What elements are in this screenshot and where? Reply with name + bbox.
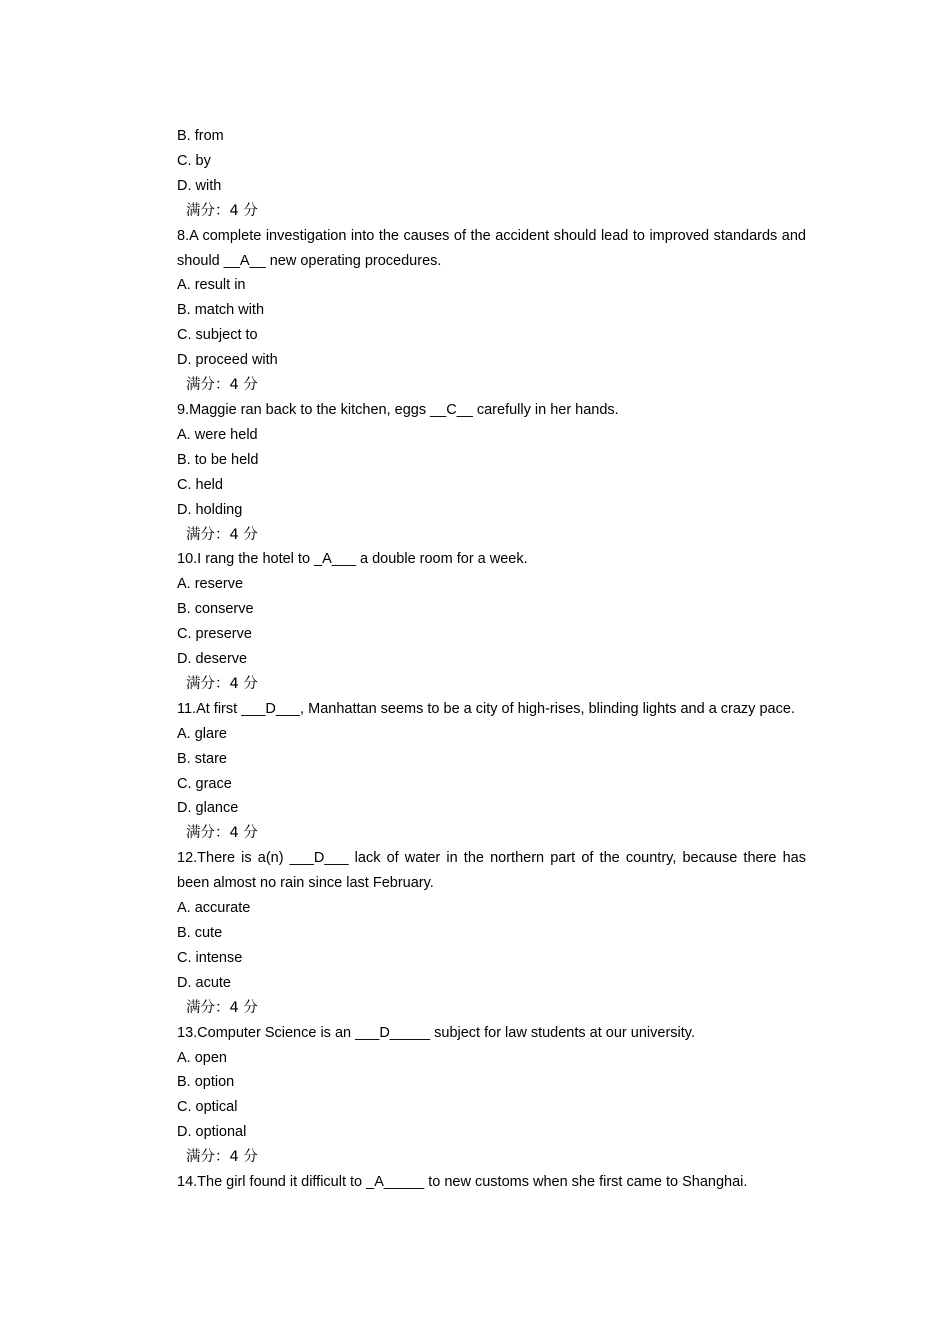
document-page <box>177 124 806 1195</box>
answer-option: C. by <box>177 152 211 169</box>
answer-option: D. deserve <box>177 651 248 668</box>
answer-option: B. from <box>177 128 224 144</box>
answer-option: D. proceed with <box>177 352 278 369</box>
answer-option: D. with <box>177 177 222 194</box>
answer-option: B. conserve <box>177 601 254 618</box>
answer-option: A. result in <box>177 277 246 294</box>
answer-option: C. intense <box>177 949 243 966</box>
answer-option: A. glare <box>177 725 227 742</box>
answer-option: A. open <box>177 1049 227 1066</box>
answer-option: B. cute <box>177 925 223 941</box>
question-14: 14.The girl found it difficult to _A_____ to new customs when she first came to Shanghai. <box>177 1174 748 1191</box>
answer-option: D. optional <box>177 1124 247 1141</box>
answer-option: A. reserve <box>177 576 244 593</box>
answer-option: B. option <box>177 1074 235 1091</box>
score-label: 满分：4 分 <box>186 526 258 543</box>
answer-option: C. subject to <box>177 327 258 344</box>
score-label: 满分：4 分 <box>186 377 258 394</box>
score-label: 满分：4 分 <box>186 202 258 219</box>
answer-option: C. held <box>177 476 223 493</box>
score-label: 满分：4 分 <box>186 999 258 1016</box>
question-12: 12.There is a(n) ___D___ lack of water in the northern part of the country, because there has been almost no rain since last February. <box>177 850 806 892</box>
answer-option: C. preserve <box>177 626 252 643</box>
score-label: 满分：4 分 <box>186 825 258 842</box>
answer-option: B. to be held <box>177 451 259 468</box>
score-label: 满分：4 分 <box>186 675 258 692</box>
question-10: 10.I rang the hotel to _A___ a double room for a week. <box>177 551 528 568</box>
answer-option: A. were held <box>177 426 258 443</box>
answer-option: B. match with <box>177 302 265 319</box>
answer-option: C. grace <box>177 775 232 792</box>
answer-option: D. holding <box>177 501 243 518</box>
question-11: 11.At first ___D___, Manhattan seems to be a city of high-rises, blinding lights and a crazy pace. <box>177 700 795 717</box>
answer-option: D. glance <box>177 800 239 817</box>
answer-option: D. acute <box>177 974 231 991</box>
answer-option: B. stare <box>177 750 227 767</box>
answer-option: A. accurate <box>177 900 251 917</box>
question-8: 8.A complete investigation into the causes of the accident should lead to improved standards and should __A__ new operating procedures. <box>177 227 806 269</box>
question-9: 9.Maggie ran back to the kitchen, eggs __C__ carefully in her hands. <box>177 401 619 418</box>
question-13: 13.Computer Science is an ___D_____ subject for law students at our university. <box>177 1024 695 1041</box>
score-label: 满分：4 分 <box>186 1149 258 1166</box>
answer-option: C. optical <box>177 1099 238 1116</box>
